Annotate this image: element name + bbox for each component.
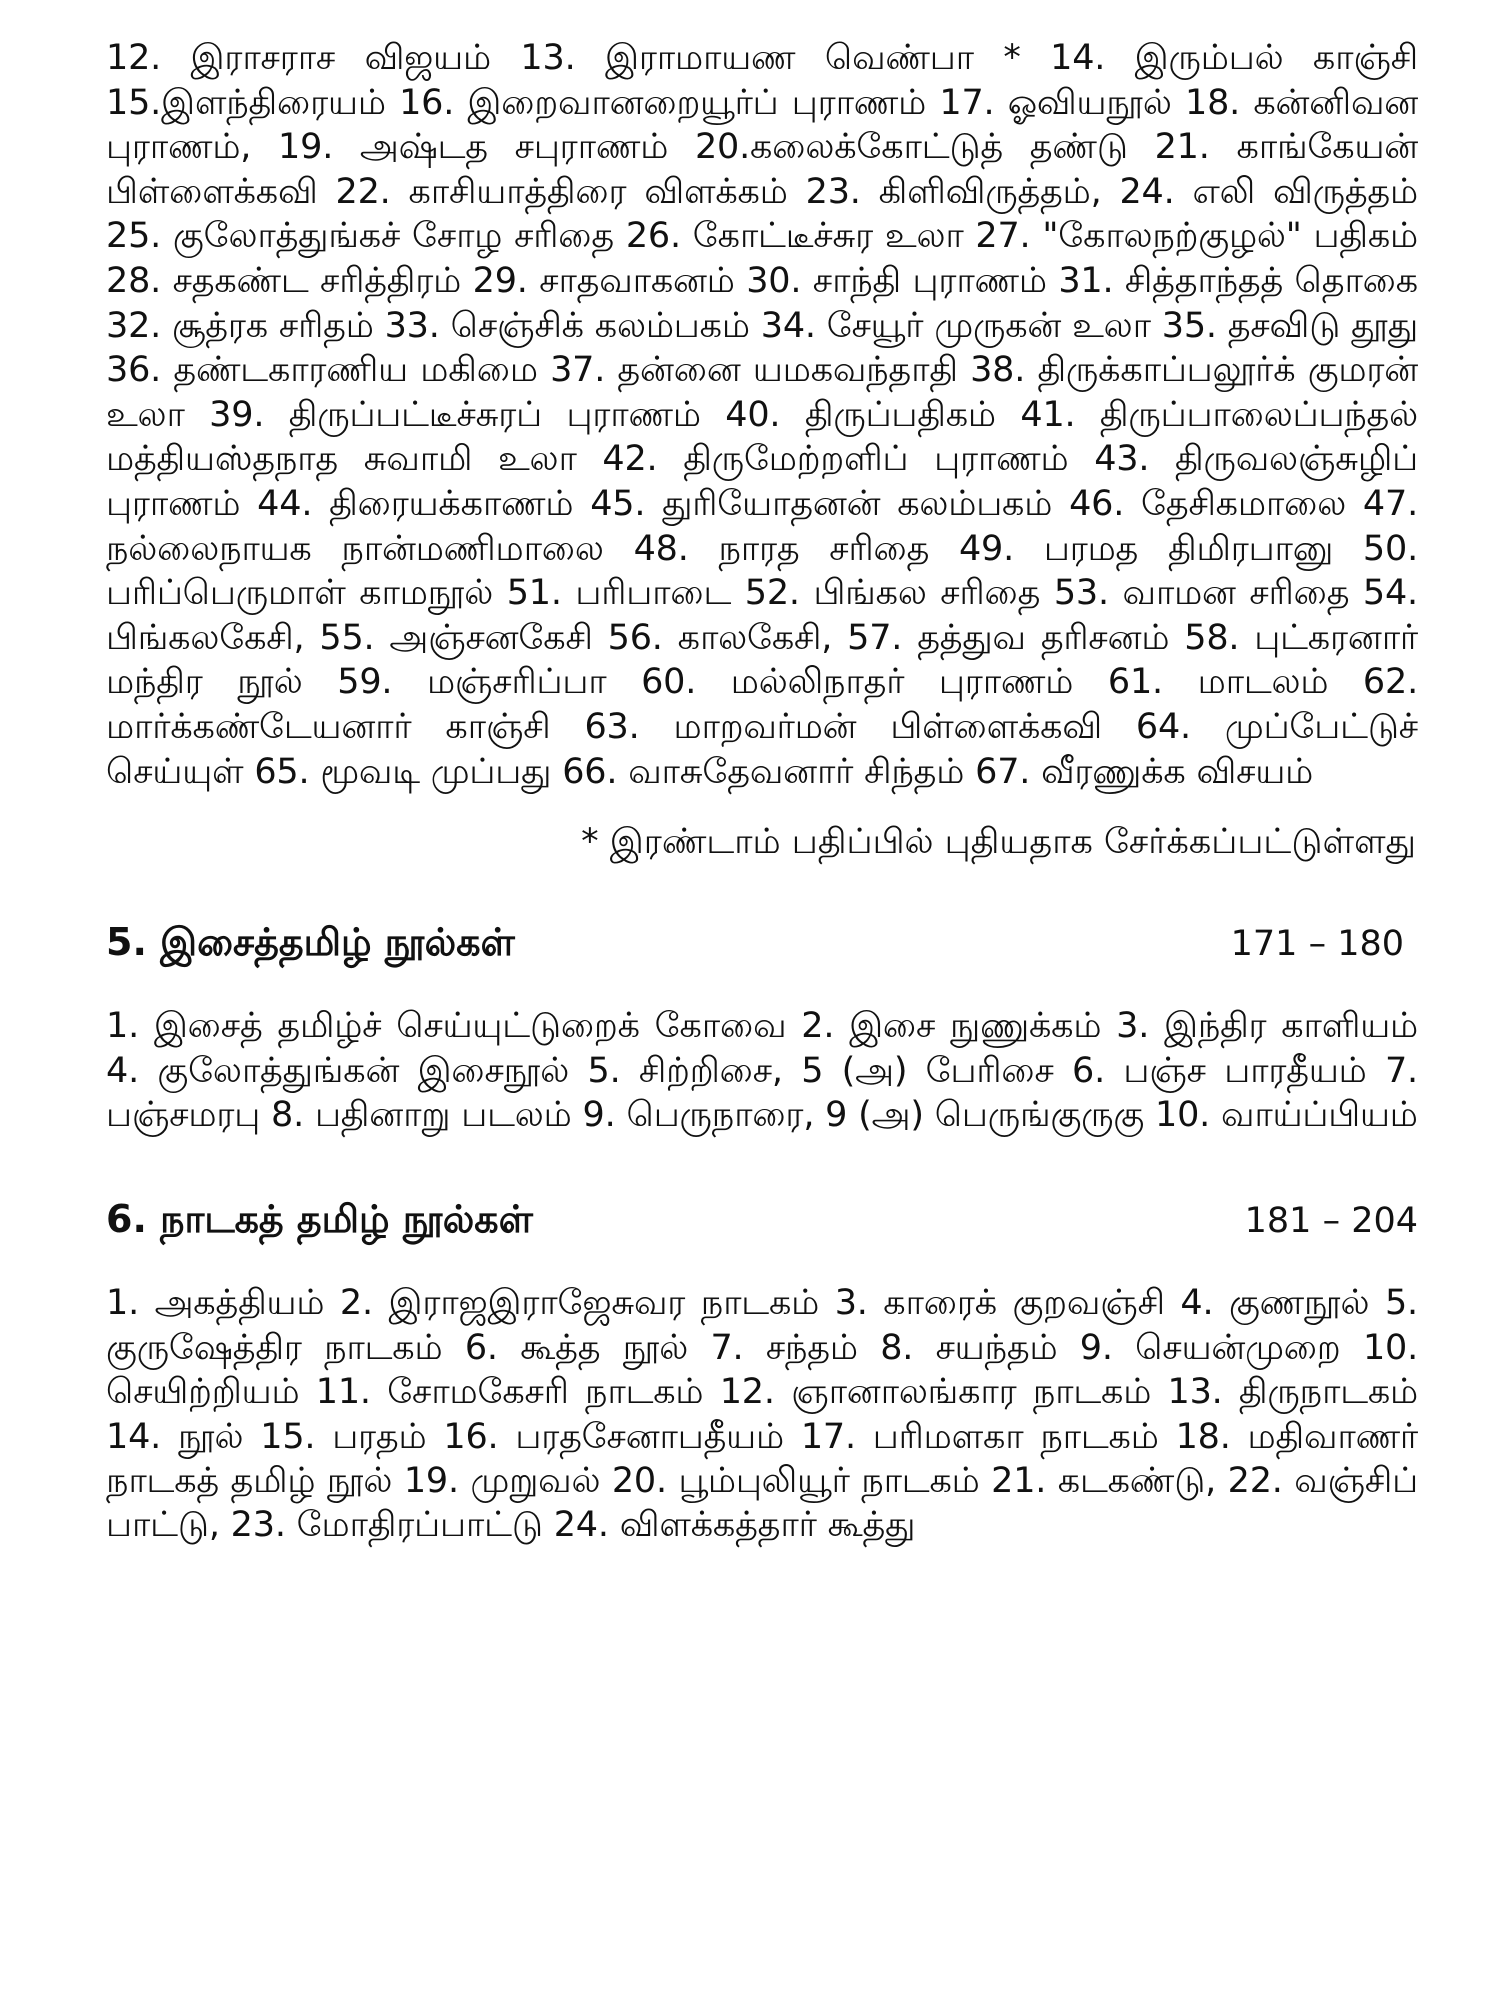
section-5-heading bbox=[106, 920, 1418, 970]
document-page bbox=[106, 36, 1418, 1548]
section-5-title: 5. இசைத்தமிழ் நூல்கள் bbox=[106, 920, 515, 965]
section-5-list: 1. இசைத் தமிழ்ச் செய்யுட்டுறைக் கோவை 2. இசை நுணுக்கம் 3. இந்திர காளியம் 4. குலோத்துங்கன் இசைநூல் 5. சிற்றிசை, 5 (அ) பேரிசை 6. பஞ்ச பாரதீயம் 7. பஞ்சமரபு 8. பதினாறு படலம் 9. பெருநாரை, 9 (அ) பெருங்குருகு 10. வாய்ப்பியம் bbox=[106, 1006, 1418, 1135]
section-6-page-range: 181 – 204 bbox=[1244, 1201, 1418, 1242]
section-6-heading bbox=[106, 1197, 1418, 1247]
footnote: * இரண்டாம் பதிப்பில் புதியதாக சேர்க்கப்பட்டுள்ளது bbox=[581, 822, 1416, 863]
section-6-list: 1. அகத்தியம் 2. இராஜஇராஜேசுவர நாடகம் 3. காரைக் குறவஞ்சி 4. குணநூல் 5. குருஷேத்திர நாடகம் 6. கூத்த நூல் 7. சந்தம் 8. சயந்தம் 9. செயன்முறை 10. செயிற்றியம் 11. சோமகேசரி நாடகம் 12. ஞானாலங்கார நாடகம் 13. திருநாடகம் 14. நூல் 15. பரதம் 16. பரதசேனாபதீயம் 17. பரிமளகா நாடகம் 18. மதிவாணர் நாடகத் தமிழ் நூல் 19. முறுவல் 20. பூம்புலியூர் நாடகம் 21. கடகண்டு, 22. வஞ்சிப் பாட்டு, 23. மோதிரப்பாட்டு 24. விளக்கத்தார் கூத்து bbox=[106, 1283, 1418, 1546]
book-list-continued: 12. இராசராச விஜயம் 13. இராமாயண வெண்பா * 14. இரும்பல் காஞ்சி 15.இளந்திரையம் 16. இறைவானறையூர்ப் புராணம் 17. ஓவியநூல் 18. கன்னிவன புராணம், 19. அஷ்டத சபுராணம் 20.கலைக்கோட்டுத் தண்டு 21. காங்கேயன் பிள்ளைக்கவி 22. காசியாத்திரை விளக்கம் 23. கிளிவிருத்தம், 24. எலி விருத்தம் 25. குலோத்துங்கச் சோழ சரிதை 26. கோட்டீச்சுர உலா 27. "கோலநற்குழல்" பதிகம் 28. சதகண்ட சரித்திரம் 29. சாதவாகனம் 30. சாந்தி புராணம் 31. சித்தாந்தத் தொகை 32. சூத்ரக சரிதம் 33. செஞ்சிக் கலம்பகம் 34. சேயூர் முருகன் உலா 35. தசவிடு தூது 36. தண்டகாரணிய மகிமை 37. தன்னை யமகவந்தாதி 38. திருக்காப்பலூர்க் குமரன் உலா 39. திருப்பட்டீச்சுரப் புராணம் 40. திருப்பதிகம் 41. திருப்பாலைப்பந்தல் மத்தியஸ்தநாத சுவாமி உலா 42. திருமேற்றளிப் புராணம் 43. திருவலஞ்சுழிப் புராணம் 44. திரையக்காணம் 45. துரியோதனன் கலம்பகம் 46. தேசிகமாலை 47. நல்லைநாயக நான்மணிமாலை 48. நாரத சரிதை 49. பரமத திமிரபானு 50. பரிப்பெருமாள் காமநூல் 51. பரிபாடை 52. பிங்கல சரிதை 53. வாமன சரிதை 54. பிங்கலகேசி, 55. அஞ்சனகேசி 56. காலகேசி, 57. தத்துவ தரிசனம் 58. புட்கரனார் மந்திர நூல் 59. மஞ்சரிப்பா 60. மல்லிநாதர் புராணம் 61. மாடலம் 62. மார்க்கண்டேயனார் காஞ்சி 63. மாறவர்மன் பிள்ளைக்கவி 64. முப்பேட்டுச் செய்யுள் 65. மூவடி முப்பது 66. வாசுதேவனார் சிந்தம் 67. வீரணுக்க விசயம் bbox=[106, 38, 1418, 792]
section-5-page-range: 171 – 180 bbox=[1230, 924, 1404, 965]
section-6-title: 6. நாடகத் தமிழ் நூல்கள் bbox=[106, 1197, 533, 1242]
